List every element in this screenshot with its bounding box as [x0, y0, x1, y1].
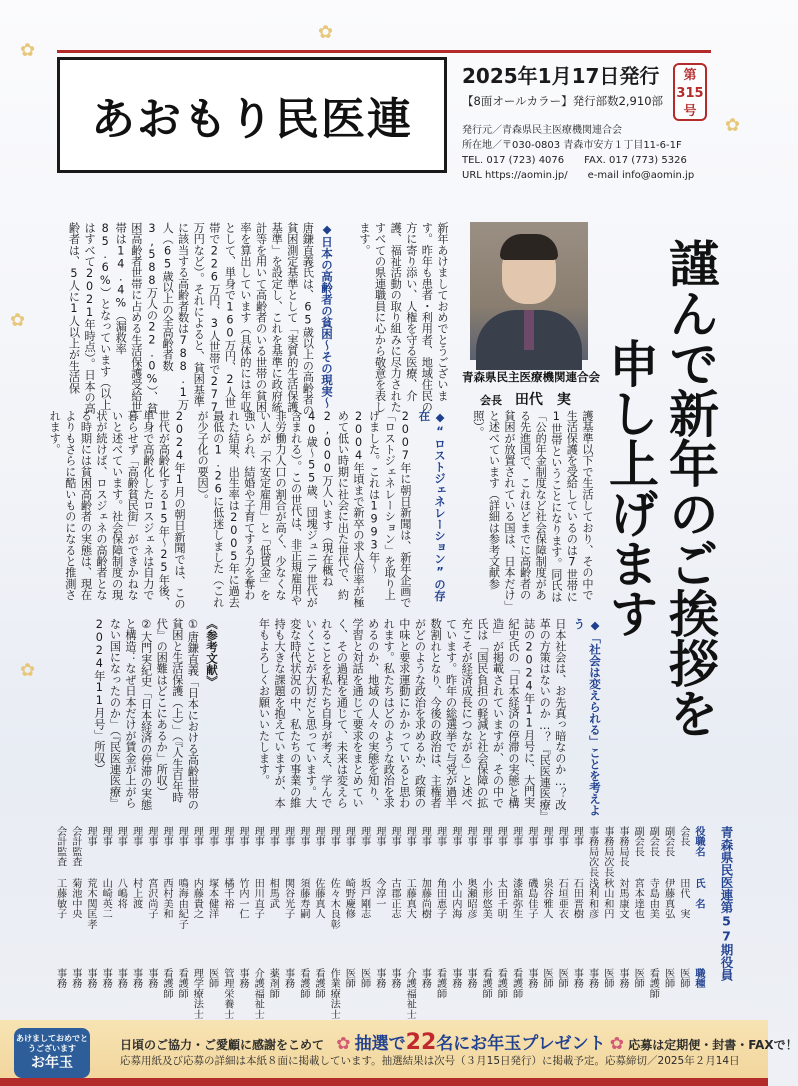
officer-row [403, 826, 416, 1024]
officer-row [84, 826, 97, 1024]
officer-row [479, 826, 492, 1024]
address-line: 所在地／〒030-0803 青森市安方１丁目11-6-1F [462, 140, 682, 151]
phone-line: TEL. 017 (723) 4076 FAX. 017 (773) 5326 [462, 155, 687, 166]
officer-role: 副会長 [647, 826, 659, 857]
officer-row [114, 826, 127, 1024]
officer-role: 会計監査 [54, 826, 66, 867]
officer-role: 理事 [480, 826, 492, 847]
article-column: 2024年1月の朝日新聞では、この世代が高齢化する15年～25年後、単身で高齢化したロスジェネは自力で暮らせず「高齢貧民街」ができかねないと述べています。社会保障制度の現状が続けば、ロスジェネの高齢者となる時期には貧困高齢者の実態は、現在よりもさらに酷いものになると推測されます。 [48, 410, 186, 610]
officer-duty: 事務 [130, 968, 142, 989]
officer-duty: 事務 [586, 968, 598, 989]
officer-name: 坂戸剛志 [358, 878, 370, 919]
officer-row [616, 826, 629, 1024]
officer-role: 理事 [571, 826, 583, 847]
officer-name: 今淳一 [373, 878, 385, 909]
officer-duty: 看護師 [161, 968, 172, 999]
officer-duty: 事務 [85, 968, 96, 989]
officer-role: 理事 [191, 826, 203, 847]
flower-decoration: ✿ [318, 22, 334, 43]
officer-role: 副会長 [632, 826, 644, 857]
officer-name: 村上渡 [130, 878, 142, 909]
officer-name: 宮本達也 [632, 878, 644, 919]
officer-role: 事務局長 [617, 826, 628, 867]
officer-row [601, 826, 614, 1024]
officers-table [35, 826, 735, 1024]
officer-role: 理事 [297, 826, 309, 847]
officer-role: 理事 [206, 826, 218, 847]
header-rule [57, 50, 711, 53]
officer-row [388, 826, 401, 1024]
officers-title: 青森県民医連第57期役員 [719, 826, 734, 981]
officer-row [677, 826, 690, 1024]
section-heading: ◆「社会は変えられる」ことを考えよう [572, 618, 602, 816]
officer-role: 会計監査 [69, 826, 81, 867]
officer-name: 関谷光子 [282, 878, 294, 919]
officer-name: 秋山和円 [601, 878, 613, 919]
officer-role: 会長 [677, 826, 689, 847]
officer-name: 小形悠美 [480, 878, 492, 919]
officer-row [555, 826, 568, 1024]
officer-name: 八嶋将 [115, 878, 127, 909]
officer-row [69, 826, 82, 1024]
officer-name: 塚本健洋 [206, 878, 218, 919]
officer-duty: 看護師 [647, 968, 659, 999]
officer-row [190, 826, 203, 1024]
officer-row [160, 826, 173, 1024]
officer-name: 磯島佳子 [525, 878, 537, 919]
issue-date: 2025年1月17日発行 [462, 64, 660, 88]
officer-role: 理事 [161, 826, 172, 847]
officer-name: 佐々木良彰 [328, 878, 340, 929]
officer-duty: 医師 [601, 968, 613, 989]
officer-duty: 医師 [632, 968, 644, 989]
officer-duty: 職種 [693, 968, 704, 989]
officer-role: 理事 [100, 826, 112, 847]
officer-row [206, 826, 219, 1024]
officer-row [251, 826, 264, 1024]
officer-duty: 薬剤師 [267, 968, 279, 999]
officer-role: 理事 [404, 826, 416, 847]
officer-name: 菊池中央 [69, 878, 81, 919]
officer-name: 漆舘弥生 [510, 878, 522, 919]
officer-duty: 医師 [358, 968, 370, 989]
officer-name: 古郡正志 [389, 878, 400, 919]
officer-name: 対馬康文 [617, 878, 628, 919]
officer-role: 理事 [510, 826, 522, 847]
officer-name: 竹内一仁 [237, 878, 248, 919]
officer-duty: 医師 [556, 968, 568, 989]
officer-duty: 看護師 [297, 968, 309, 999]
officer-name: 小山内海 [449, 878, 461, 919]
officer-duty: 看護師 [480, 968, 492, 999]
officer-name: 奥瀬昭彦 [465, 878, 476, 919]
officer-duty: 医師 [662, 968, 674, 989]
officer-name: 石垣亜衣 [556, 878, 568, 919]
officer-duty: 事務 [571, 968, 583, 989]
officer-row [418, 826, 431, 1024]
article-column: ◆「社会は変えられる」ことを考えよう 日本社会は、お先真っ暗なのか…？改革の方策はないのか…？『民医連医療』誌の2024年11月号に、大門実紀史氏の「日本経済の停滞の実態と構造」が掲載されていますが、その中で氏は「国民負担の軽減と社会保障の拡充こそが経済成長につながる」と述べています。昨年の総選挙で与党が過半数割れとなり、今後の政治は、主権者がどのような政治を求めるか、政策の中味と要求運動にかかっていると思われます。私たちはどのような政治を求めるのか、地域の人々の実態を知り、学習と対話を通じて要求をまとめていく、その過程を通じて、未来は変えられることを私たち自身が考え、学んでいくことが大切だと思っています。大変な時代状況の中、私たちの事業の維持も大きな課題を抱えていますが、本年もよろしくお願いいたします。 [257, 618, 602, 816]
officer-duty: 介護福祉士 [252, 968, 264, 1019]
officer-role: 理事 [221, 826, 233, 847]
officer-duty: 医師 [541, 968, 552, 989]
section-heading: ◆日本の高齢者の貧困～その現実～ [320, 222, 334, 409]
officer-duty: 作業療法士 [328, 968, 340, 1019]
officer-role: 理事 [252, 826, 264, 847]
officer-role: 理事 [358, 826, 370, 847]
gift-details: 応募用紙及び応募の詳細は本紙８面に掲載しています。抽選結果は次号（３月15日発行）に掲載予定。応募締切／2025年２月14日 [120, 1055, 740, 1067]
officer-role: 理事 [176, 826, 188, 847]
officer-role: 理事 [373, 826, 385, 847]
officer-role: 理事 [541, 826, 552, 847]
officer-row [342, 826, 355, 1024]
officer-name: 伊藤真弘 [662, 878, 674, 919]
officer-duty: 事務 [54, 968, 66, 989]
officer-row [312, 826, 325, 1024]
officer-name: 工藤敏子 [54, 878, 66, 919]
officer-role: 理事 [328, 826, 340, 847]
officer-row [130, 826, 143, 1024]
officer-name: 泉谷雅人 [541, 878, 552, 919]
officer-row [662, 826, 675, 1024]
officer-role: 理事 [267, 826, 279, 847]
officer-duty: 事務 [237, 968, 248, 989]
officer-row [434, 826, 447, 1024]
officer-row [54, 826, 67, 1024]
officer-duty: 看護師 [176, 968, 188, 999]
otoshidama-badge: あけましておめでとうございます お年玉 [14, 1028, 90, 1078]
officer-name: 西村美和 [161, 878, 172, 919]
officer-duty: 事務 [525, 968, 537, 989]
officers-header-column [692, 826, 705, 1024]
officer-row [358, 826, 371, 1024]
officer-duty: 事務 [282, 968, 294, 989]
officer-row [99, 826, 112, 1024]
officer-row [525, 826, 538, 1024]
officer-role: 理事 [282, 826, 294, 847]
officer-name: 橘千裕 [221, 878, 233, 909]
officer-duty: 医師 [206, 968, 218, 989]
web-line: URL https://aomin.jp/ e-mail info@aomin.jp [462, 170, 695, 181]
officer-role: 理事 [389, 826, 400, 847]
officer-role: 理事 [145, 826, 157, 847]
flower-decoration: ✿ [20, 40, 36, 61]
officer-name: 太田千明 [495, 878, 507, 919]
officer-duty: 医師 [343, 968, 355, 989]
officer-role: 事務局次長 [586, 826, 598, 877]
officer-row [145, 826, 158, 1024]
officer-role: 理事 [465, 826, 476, 847]
author-name: 会長 田代 実 [480, 392, 571, 408]
officer-duty: 事務 [617, 968, 628, 989]
officer-name: 氏 名 [693, 878, 704, 909]
article-column: 護基準以下で生活しており、その中で生活保護を受給しているのは7世帯に1世帯ということになります。同氏は「公的年金制度など社会保障制度がある先進国で、これほどまでに高齢者の貧困が放置されている国は、日本だけ」と述べています（詳細は参考文献参照）。 [471, 410, 594, 606]
officer-row [646, 826, 659, 1024]
officer-row [540, 826, 553, 1024]
officer-role: 理事 [495, 826, 507, 847]
author-photo [470, 222, 588, 360]
flower-decoration: ✿ [725, 115, 741, 136]
officer-duty: 事務 [419, 968, 431, 989]
references: 《参考文献》 ①唐鎌直義「日本における高齢世帯の貧困と生活保護（上）」（『人生百年時代』の困難はどこにあるか」所収） ②大門実紀史「日本経済の停滞の実態と構造：なぜ日本だけが賃金が上がらない国になったのか」（『民医連医療』2024年11月号」所収） [52, 618, 222, 816]
gift-announcement: 日頃のご協力・ご愛顧に感謝をこめて ✿ 抽選で22名にお年玉プレゼント ✿ 応募は定期便・封書・FAXで！ [120, 1030, 798, 1055]
officer-role: 役職名 [693, 826, 704, 857]
section-heading: ◆“ロストジェネレーション”の存在 [417, 410, 447, 602]
officer-duty: 事務 [69, 968, 81, 989]
officer-duty: 介護福祉士 [404, 968, 416, 1019]
officer-row [464, 826, 477, 1024]
officer-row [175, 826, 188, 1024]
officer-role: 理事 [115, 826, 127, 847]
officer-role: 理事 [237, 826, 248, 847]
officer-name: 鳴海由紀子 [176, 878, 188, 929]
officer-row [282, 826, 295, 1024]
newspaper-title: あおもり民医連 [91, 94, 413, 145]
officer-row [570, 826, 583, 1024]
officer-row [631, 826, 644, 1024]
officer-name: 工藤真大 [404, 878, 416, 919]
officer-name: 寺島由美 [647, 878, 659, 919]
article-column: ◆日本の高齢者の貧困～その現実～ 唐鎌直義氏は、65歳以上の高齢者の貧困測定基準として「実質的生活保護基準」を設定し、これを基準に政府統計等を用いて高齢者のいる世帯の貧困率を算出しています（具体的には年収として、単身で160万円、2人世帯で226万円、3人世帯で277万円など）。それによると、貧困基準に該当する高齢者数は788.1万人（65歳以上の全高齢者数3,588万人の22.0%）、貧困高齢者世帯に占める生活保護受給世帯は14.4%（漏救率85.6%）となっています（以上はすべて2021年時点）。日本の高齢者は、5人に1人以上が生活保 [67, 222, 334, 416]
references-heading: 《参考文献》 [205, 618, 219, 687]
officer-name: 石田晋樹 [571, 878, 583, 919]
officer-name: 須藤寿嗣 [297, 878, 309, 919]
officer-row [494, 826, 507, 1024]
officer-name: 浅利和彦 [586, 878, 598, 919]
officer-duty: 事務 [465, 968, 476, 989]
officer-role: 理事 [85, 826, 96, 847]
officer-name: 角田恵子 [434, 878, 446, 919]
officer-duty: 看護師 [313, 968, 324, 999]
officer-duty: 看護師 [510, 968, 522, 999]
officer-row [586, 826, 599, 1024]
officer-name: 佐藤真人 [313, 878, 324, 919]
officer-name: 相馬武 [267, 878, 279, 909]
officer-name: 加藤尚樹 [419, 878, 431, 919]
article-column: 新年あけましておめでとうございます。昨年も患者・利用者、地域住民の方に寄り添い、人権を守る医療、介護、福祉活動の取り組みに尽力されたすべての県連職員に心から敬意を表します。 [358, 222, 449, 413]
officer-name: 田川直子 [252, 878, 264, 919]
officer-name: 山崎英二 [100, 878, 112, 919]
officer-name: 田代 実 [677, 878, 689, 919]
officer-duty: 看護師 [434, 968, 446, 999]
officer-duty: 理学療法士 [191, 968, 203, 1019]
officer-duty: 事務 [100, 968, 112, 989]
officer-duty: 看護師 [495, 968, 507, 999]
officer-duty: 事務 [115, 968, 127, 989]
article-column: ◆“ロストジェネレーション”の存在 2007年に朝日新聞は、新年企画で「ロストジェネレーション」を取り上げました。これは1993年～2004年頃まで新卒の求人倍率が極めて低い時期に社会に出た世代で、約2,000万人います（現在概ね40歳～55歳、団塊ジュニア世代が含まれる）。この世代は、非正規雇用や非労働力人口の割合が高く、少なくない人が「不安定雇用」と「低賃金」を強いられ、結婚や子育てする力を奪われた結果、出生率は2005年に過去最低の1.26に低迷しました（これが少子化の要因）。 [190, 410, 450, 610]
flower-decoration: ✿ [20, 660, 36, 681]
publisher-line: 発行元／青森県民主医療機関連合会 [462, 125, 622, 136]
flower-decoration: ✿ [10, 310, 26, 331]
new-year-greeting-title: 謹んで新年のご挨拶を 申し上げます [601, 238, 720, 738]
officer-name: 内藤貴之 [191, 878, 203, 919]
officer-name: 崎野慶修 [343, 878, 355, 919]
officer-role: 理事 [525, 826, 537, 847]
officer-duty: 事務 [449, 968, 461, 989]
officer-role: 理事 [449, 826, 461, 847]
officer-role: 理事 [419, 826, 431, 847]
officer-duty: 医師 [677, 968, 689, 989]
officer-row [510, 826, 523, 1024]
officer-role: 副会長 [662, 826, 674, 857]
officer-role: 理事 [343, 826, 355, 847]
officer-row [297, 826, 310, 1024]
officer-name: 荒木関匡孝 [85, 878, 96, 929]
officer-duty: 管理栄養士 [221, 968, 233, 1019]
officer-role: 事務局次長 [601, 826, 613, 877]
officer-row [236, 826, 249, 1024]
officer-row [449, 826, 462, 1024]
officer-name: 宮沢尚子 [145, 878, 157, 919]
officer-role: 理事 [130, 826, 142, 847]
officer-row [266, 826, 279, 1024]
officer-duty: 事務 [145, 968, 157, 989]
officer-duty: 事務 [389, 968, 400, 989]
author-organization: 青森県民主医療機関連合会 [462, 370, 600, 384]
officer-row [373, 826, 386, 1024]
officer-role: 理事 [556, 826, 568, 847]
masthead [57, 57, 447, 173]
issue-number-badge: 第 315 号 [673, 63, 707, 121]
officer-duty: 事務 [373, 968, 385, 989]
publisher-info [462, 123, 694, 183]
officer-row [221, 826, 234, 1024]
officer-role: 理事 [313, 826, 324, 847]
officer-row [327, 826, 340, 1024]
bottom-decoration [0, 1078, 768, 1086]
issue-subtitle: 【8面オールカラー】発行部数2,910部 [462, 94, 664, 108]
officer-role: 理事 [434, 826, 446, 847]
